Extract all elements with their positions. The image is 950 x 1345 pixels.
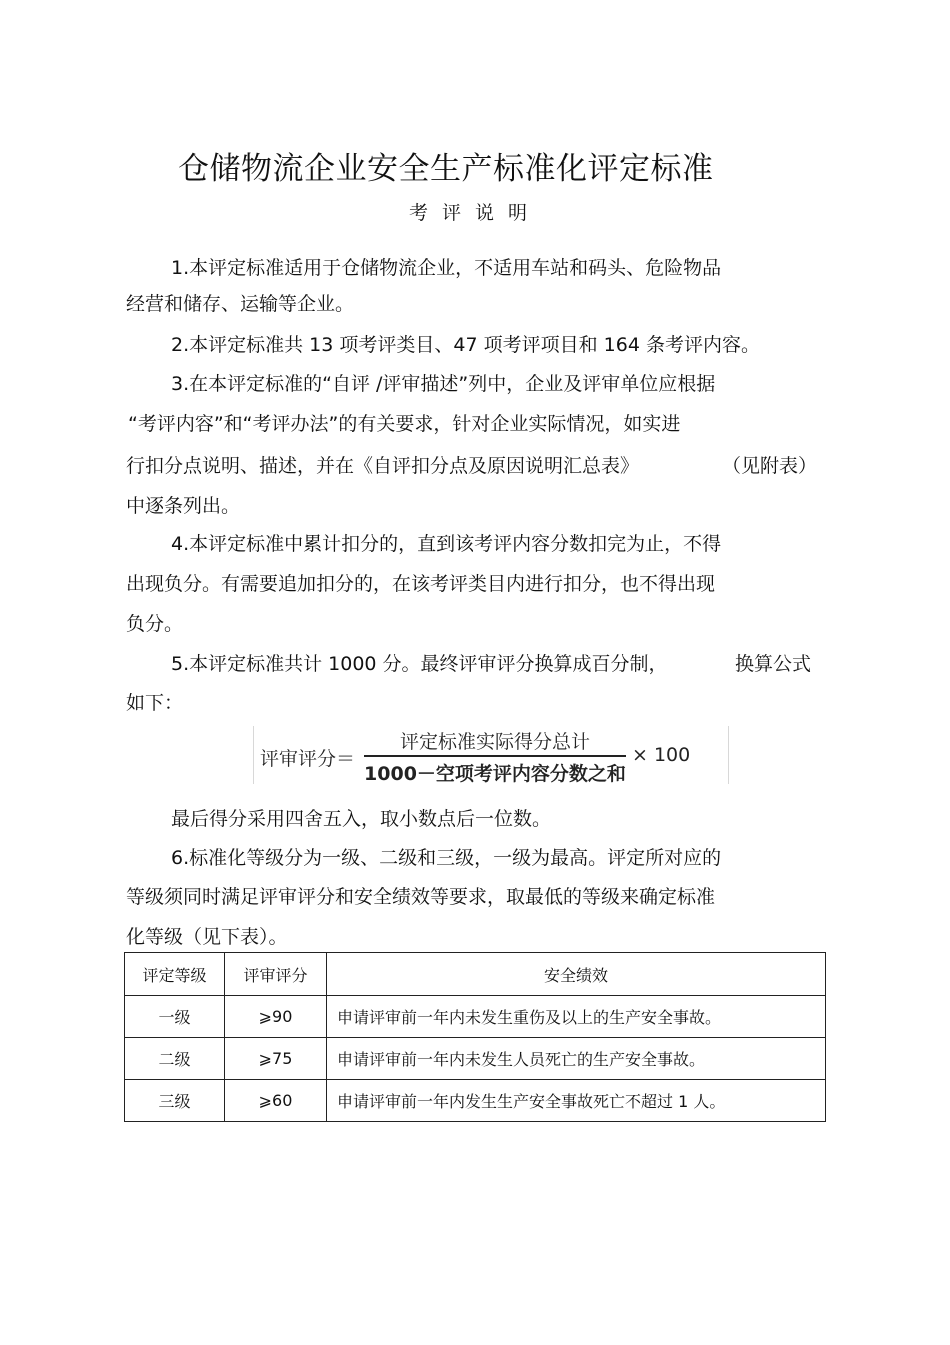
cell-grade: 二级 <box>125 1038 225 1080</box>
paragraph-4-line-1: 4.本评定标准中累计扣分的，直到该考评内容分数扣完为止，不得 <box>171 533 722 555</box>
cell-safety-performance: 申请评审前一年内未发生重伤及以上的生产安全事故。 <box>327 996 826 1038</box>
header-score: 评审评分 <box>225 953 327 996</box>
paragraph-5-line-2: 如下： <box>126 692 184 714</box>
grade-table <box>124 952 826 1122</box>
paragraph-3-line-3a: 行扣分点说明、描述，并在《自评扣分点及原因说明汇总表》 <box>126 455 640 477</box>
cell-grade: 一级 <box>125 996 225 1038</box>
table-header-row <box>125 953 826 996</box>
table-row <box>125 996 826 1038</box>
paragraph-1-line-2: 经营和储存、运输等企业。 <box>126 293 355 315</box>
cell-score: ⩾75 <box>225 1038 327 1080</box>
paragraph-5-rounding-note: 最后得分采用四舍五入，取小数点后一位数。 <box>171 808 552 830</box>
paragraph-3-line-3b: （见附表） <box>722 455 818 477</box>
formula-multiplier: × 100 <box>632 744 691 766</box>
header-grade: 评定等级 <box>125 953 225 996</box>
table-row <box>125 1038 826 1080</box>
paragraph-2-line-1: 2.本评定标准共 13 项考评类目、47 项考评项目和 164 条考评内容。 <box>171 334 760 356</box>
paragraph-6-line-2: 等级须同时满足评审评分和安全绩效等要求，取最低的等级来确定标准 <box>126 886 716 908</box>
paragraph-6-line-3: 化等级（见下表）。 <box>126 926 288 948</box>
paragraph-6-line-1: 6.标准化等级分为一级、二级和三级，一级为最高。评定所对应的 <box>171 847 722 869</box>
paragraph-5-line-1a: 5.本评定标准共计 1000 分。最终评审评分换算成百分制， <box>171 653 668 675</box>
paragraph-5-line-1b: 换算公式 <box>735 653 812 675</box>
paragraph-3-line-2: “考评内容”和“考评办法”的有关要求，针对企业实际情况，如实进 <box>128 413 681 435</box>
cell-grade: 三级 <box>125 1080 225 1122</box>
paragraph-4-line-3: 负分。 <box>126 613 184 635</box>
cell-safety-performance: 申请评审前一年内未发生人员死亡的生产安全事故。 <box>327 1038 826 1080</box>
document-title: 仓储物流企业安全生产标准化评定标准 <box>178 151 714 187</box>
paragraph-3-line-4: 中逐条列出。 <box>126 495 241 517</box>
formula-numerator: 评定标准实际得分总计 <box>399 731 590 753</box>
paragraph-1-line-1: 1.本评定标准适用于仓储物流企业，不适用车站和码头、危险物品 <box>171 257 722 279</box>
formula-denominator: 1000－空项考评内容分数之和 <box>364 763 626 785</box>
paragraph-4-line-2: 出现负分。有需要追加扣分的，在该考评类目内进行扣分，也不得出现 <box>126 573 716 595</box>
paragraph-3-line-1: 3.在本评定标准的“自评 /评审描述”列中，企业及评审单位应根据 <box>171 373 716 395</box>
header-safety-performance: 安全绩效 <box>327 953 826 996</box>
table-row <box>125 1080 826 1122</box>
cell-safety-performance: 申请评审前一年内发生生产安全事故死亡不超过 1 人。 <box>327 1080 826 1122</box>
cell-score: ⩾90 <box>225 996 327 1038</box>
cell-score: ⩾60 <box>225 1080 327 1122</box>
score-formula <box>253 726 729 784</box>
section-subtitle: 考评说明 <box>408 202 541 224</box>
fraction-bar <box>364 755 626 757</box>
formula-lhs: 评审评分＝ <box>260 748 356 770</box>
